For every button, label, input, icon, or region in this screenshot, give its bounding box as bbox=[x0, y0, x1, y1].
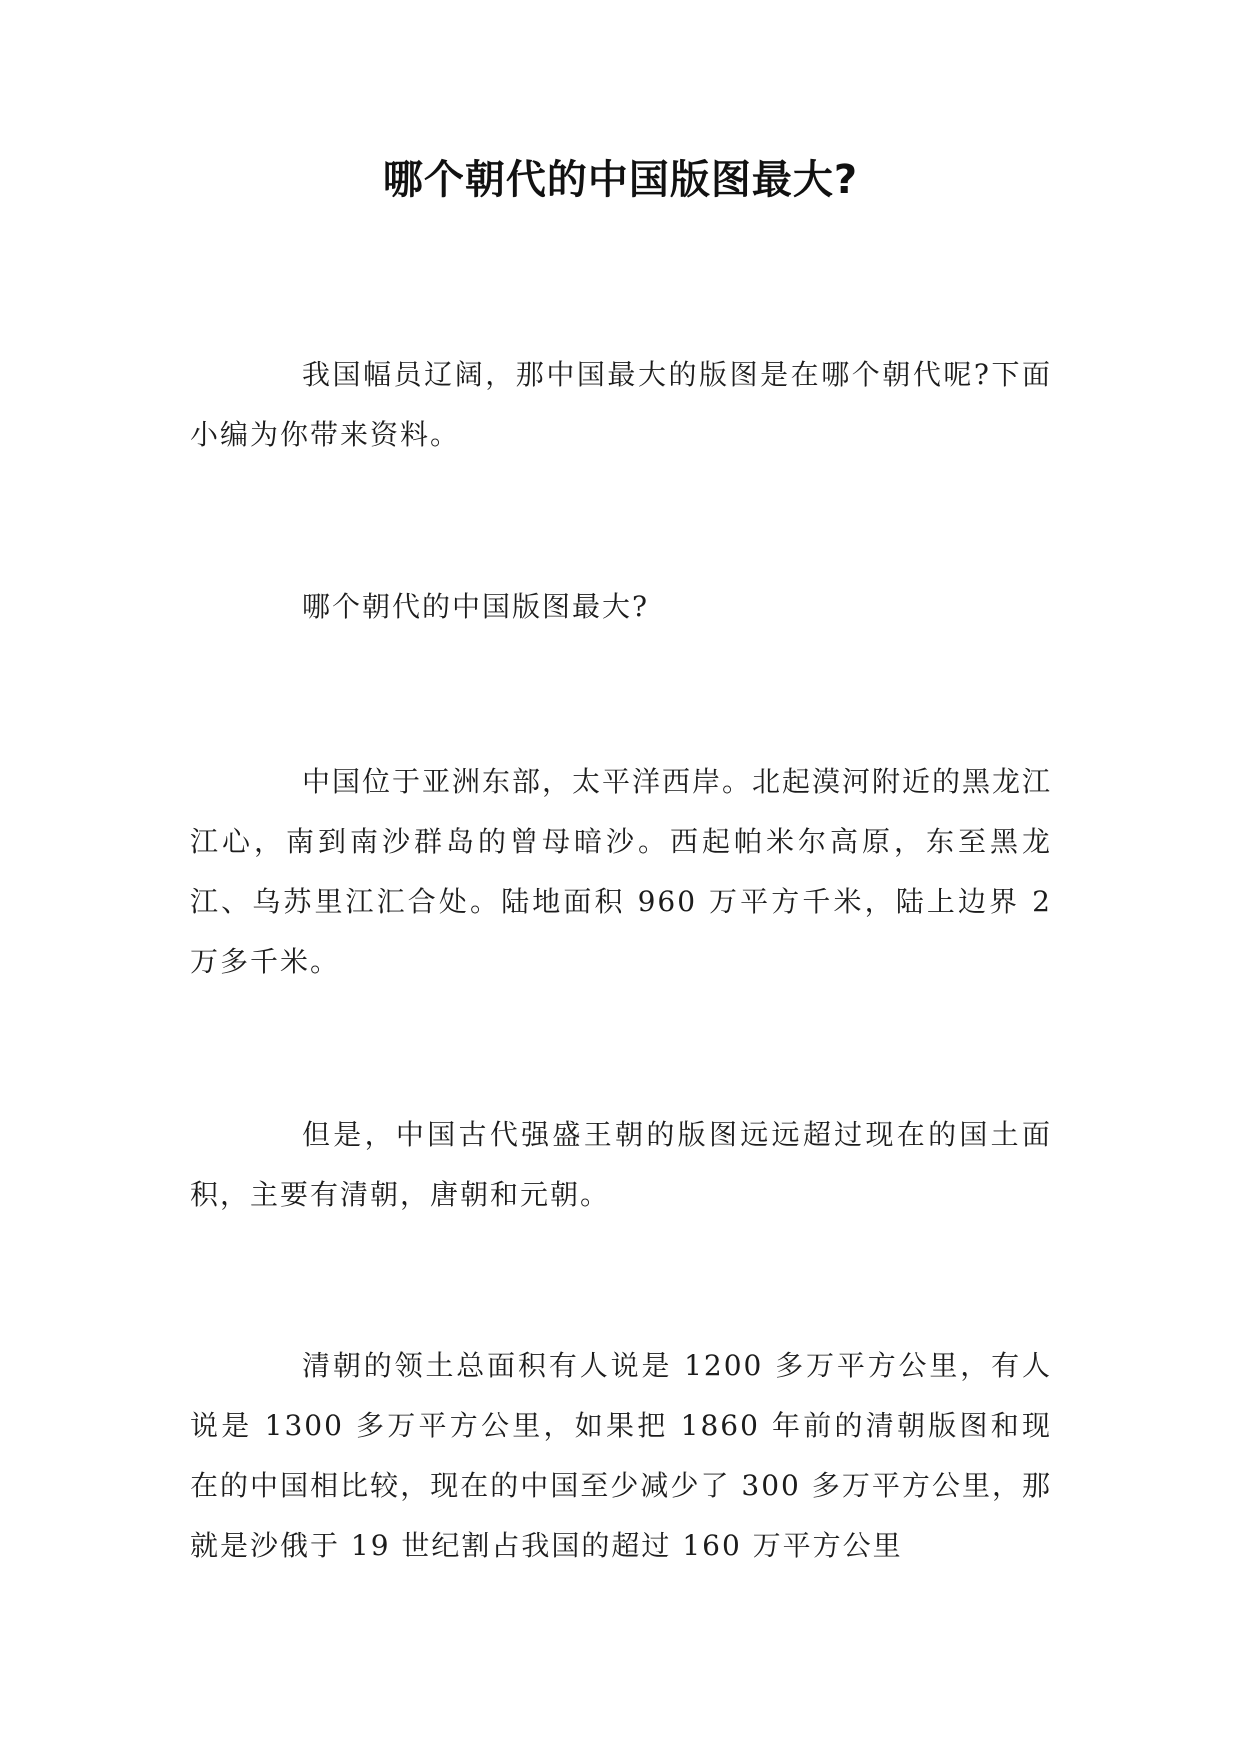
paragraph-geography: 中国位于亚洲东部，太平洋西岸。北起漠河附近的黑龙江江心，南到南沙群岛的曾母暗沙。西起帕米尔高原，东至黑龙江、乌苏里江汇合处。陆地面积 960 万平方千米，陆上边界 2 万多千米。 bbox=[190, 765, 1053, 978]
document-title: 哪个朝代的中国版图最大? bbox=[382, 157, 859, 203]
paragraph-intro: 我国幅员辽阔，那中国最大的版图是在哪个朝代呢?下面小编为你带来资料。 bbox=[190, 358, 1052, 451]
paragraph-qing-dynasty: 清朝的领土总面积有人说是 1200 多万平方公里，有人说是 1300 多万平方公里，如果把 1860 年前的清朝版图和现在的中国相比较，现在的中国至少减少了 300 多万平方公里，那就是沙俄于 19 世纪割占我国的超过 160 万平方公里 bbox=[190, 1349, 1052, 1562]
paragraph-ancient-dynasties: 但是，中国古代强盛王朝的版图远远超过现在的国土面积，主要有清朝，唐朝和元朝。 bbox=[190, 1118, 1052, 1211]
paragraph-question: 哪个朝代的中国版图最大? bbox=[302, 590, 650, 623]
